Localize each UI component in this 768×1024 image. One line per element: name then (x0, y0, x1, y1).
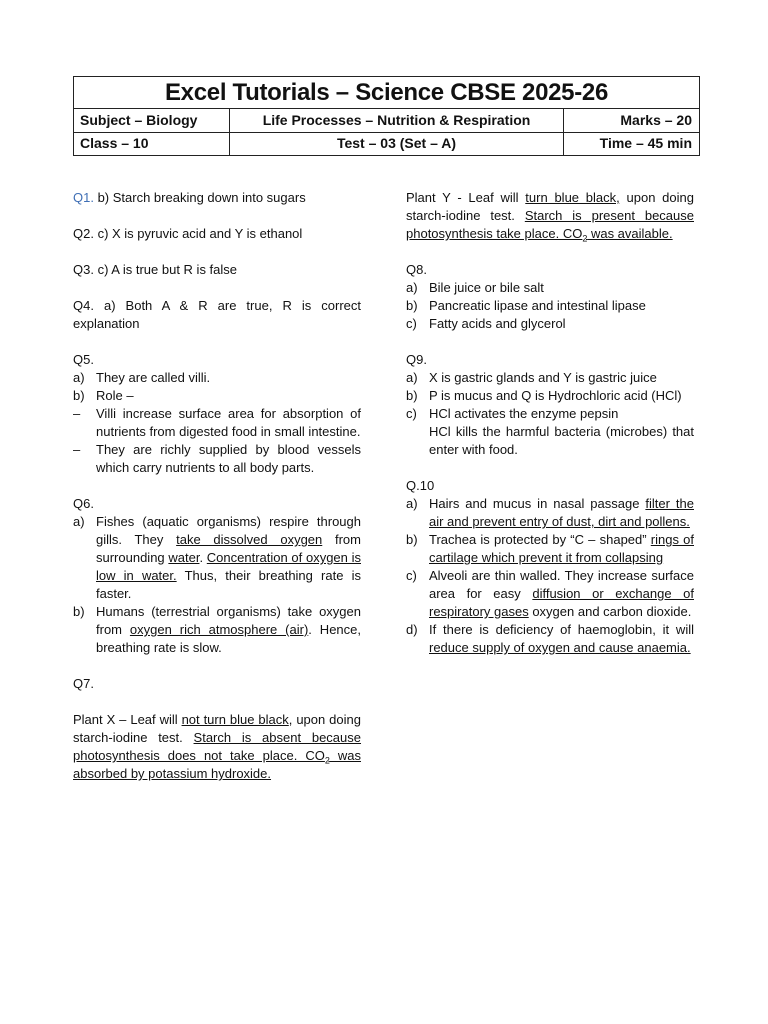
q8-item-c (406, 315, 694, 333)
list-text: Fatty acids and glycerol (429, 316, 566, 331)
q1-text: b) Starch breaking down into sugars (93, 190, 306, 205)
list-text: HCl activates the enzyme pepsin (429, 406, 619, 421)
q1-number: Q1. (73, 190, 94, 205)
right-column (406, 189, 694, 657)
list-marker: b) (406, 388, 418, 403)
dash-marker: – (73, 442, 81, 457)
q10-heading: Q.10 (406, 478, 435, 493)
dash-marker: – (73, 406, 81, 421)
list-marker: c) (406, 316, 417, 331)
list-text: Trachea is protected by “C – shaped” rings of cartilage which prevent it from collapsing (429, 532, 694, 565)
q5-dash-2 (73, 441, 361, 477)
list-text: Alveoli are thin walled. They increase surface area for easy diffusion or exchange of respiratory gases oxygen and carbon dioxide. (429, 568, 694, 619)
q9-item-a (406, 369, 694, 387)
q8-item-b (406, 297, 694, 315)
page-title: Excel Tutorials – Science CBSE 2025-26 (74, 77, 699, 109)
list-marker: a) (406, 280, 418, 295)
list-text: Pancreatic lipase and intestinal lipase (429, 298, 646, 313)
list-marker: b) (73, 604, 85, 619)
list-marker: c) (406, 568, 417, 583)
answer-q1 (73, 189, 361, 207)
list-text: Role – (96, 388, 134, 403)
q9-item-c (406, 405, 694, 423)
test-cell: Test – 03 (Set – A) (230, 133, 564, 155)
q5-heading: Q5. (73, 352, 94, 367)
list-text: Humans (terrestrial organisms) take oxygen from oxygen rich atmosphere (air). Hence, breathing rate is slow. (96, 604, 361, 655)
q8-heading: Q8. (406, 262, 427, 277)
list-marker: a) (406, 370, 418, 385)
list-marker: d) (406, 622, 418, 637)
q5-item-a (73, 369, 361, 387)
list-text: Hairs and mucus in nasal passage filter the air and prevent entry of dust, dirt and pollens. (429, 496, 694, 529)
list-text: They are richly supplied by blood vessels which carry nutrients to all body parts. (96, 442, 361, 475)
list-marker: c) (406, 406, 417, 421)
q9-heading: Q9. (406, 352, 427, 367)
class-cell: Class – 10 (74, 133, 230, 155)
q6-item-a (73, 513, 361, 603)
marks-cell: Marks – 20 (620, 112, 692, 128)
list-marker: a) (406, 496, 418, 511)
list-text: X is gastric glands and Y is gastric juice (429, 370, 657, 385)
list-marker: b) (406, 298, 418, 313)
q5-dash-1 (73, 405, 361, 441)
list-marker: b) (406, 532, 418, 547)
header-table (73, 76, 700, 156)
q9-item-b (406, 387, 694, 405)
q6-item-b (73, 603, 361, 657)
answer-q3: Q3. c) A is true but R is false (73, 262, 238, 277)
q10-item-d (406, 621, 694, 657)
header-row-2 (74, 132, 699, 155)
list-text: Villi increase surface area for absorption of nutrients from digested food in small intestine. (96, 406, 361, 439)
answer-q4: Q4. a) Both A & R are true, R is correct explanation (73, 298, 361, 331)
time-cell: Time – 45 min (599, 135, 692, 151)
subject-cell: Subject – Biology (74, 109, 230, 132)
list-text: Fishes (aquatic organisms) respire through gills. They take dissolved oxygen from surrounding water. Concentration of oxygen is low in water. Thus, their breathing rate is faster. (96, 514, 361, 601)
list-text: They are called villi. (96, 370, 211, 385)
list-marker: a) (73, 370, 85, 385)
left-column (73, 189, 361, 783)
q7-plant-y: Plant Y - Leaf will turn blue black, upon doing starch-iodine test. Starch is present because photosynthesis take place. $CO_2$ was available. (406, 190, 694, 244)
q10-item-c (406, 567, 694, 621)
header-row-1 (74, 109, 699, 132)
list-marker: b) (73, 388, 85, 403)
q5-item-b (73, 387, 361, 405)
q9-item-c-continued: HCl kills the harmful bacteria (microbes) that enter with food. (429, 424, 694, 457)
list-text: Bile juice or bile salt (429, 280, 544, 295)
q7-heading: Q7. (73, 676, 94, 691)
list-text: If there is deficiency of haemoglobin, it will reduce supply of oxygen and cause anaemia. (429, 622, 694, 655)
topic-cell: Life Processes – Nutrition & Respiration (230, 109, 564, 132)
list-text: P is mucus and Q is Hydrochloric acid (HCl) (429, 388, 682, 403)
q6-heading: Q6. (73, 496, 94, 511)
answer-q2: Q2. c) X is pyruvic acid and Y is ethanol (73, 226, 303, 241)
list-marker: a) (73, 514, 85, 529)
q10-item-a (406, 495, 694, 531)
q7-plant-x: Plant X – Leaf will not turn blue black, upon doing starch-iodine test. Starch is absent because photosynthesis does not take place. $CO_2$ was absorbed by potassium hydroxide. (73, 712, 362, 781)
q8-item-a (406, 279, 694, 297)
q10-item-b (406, 531, 694, 567)
